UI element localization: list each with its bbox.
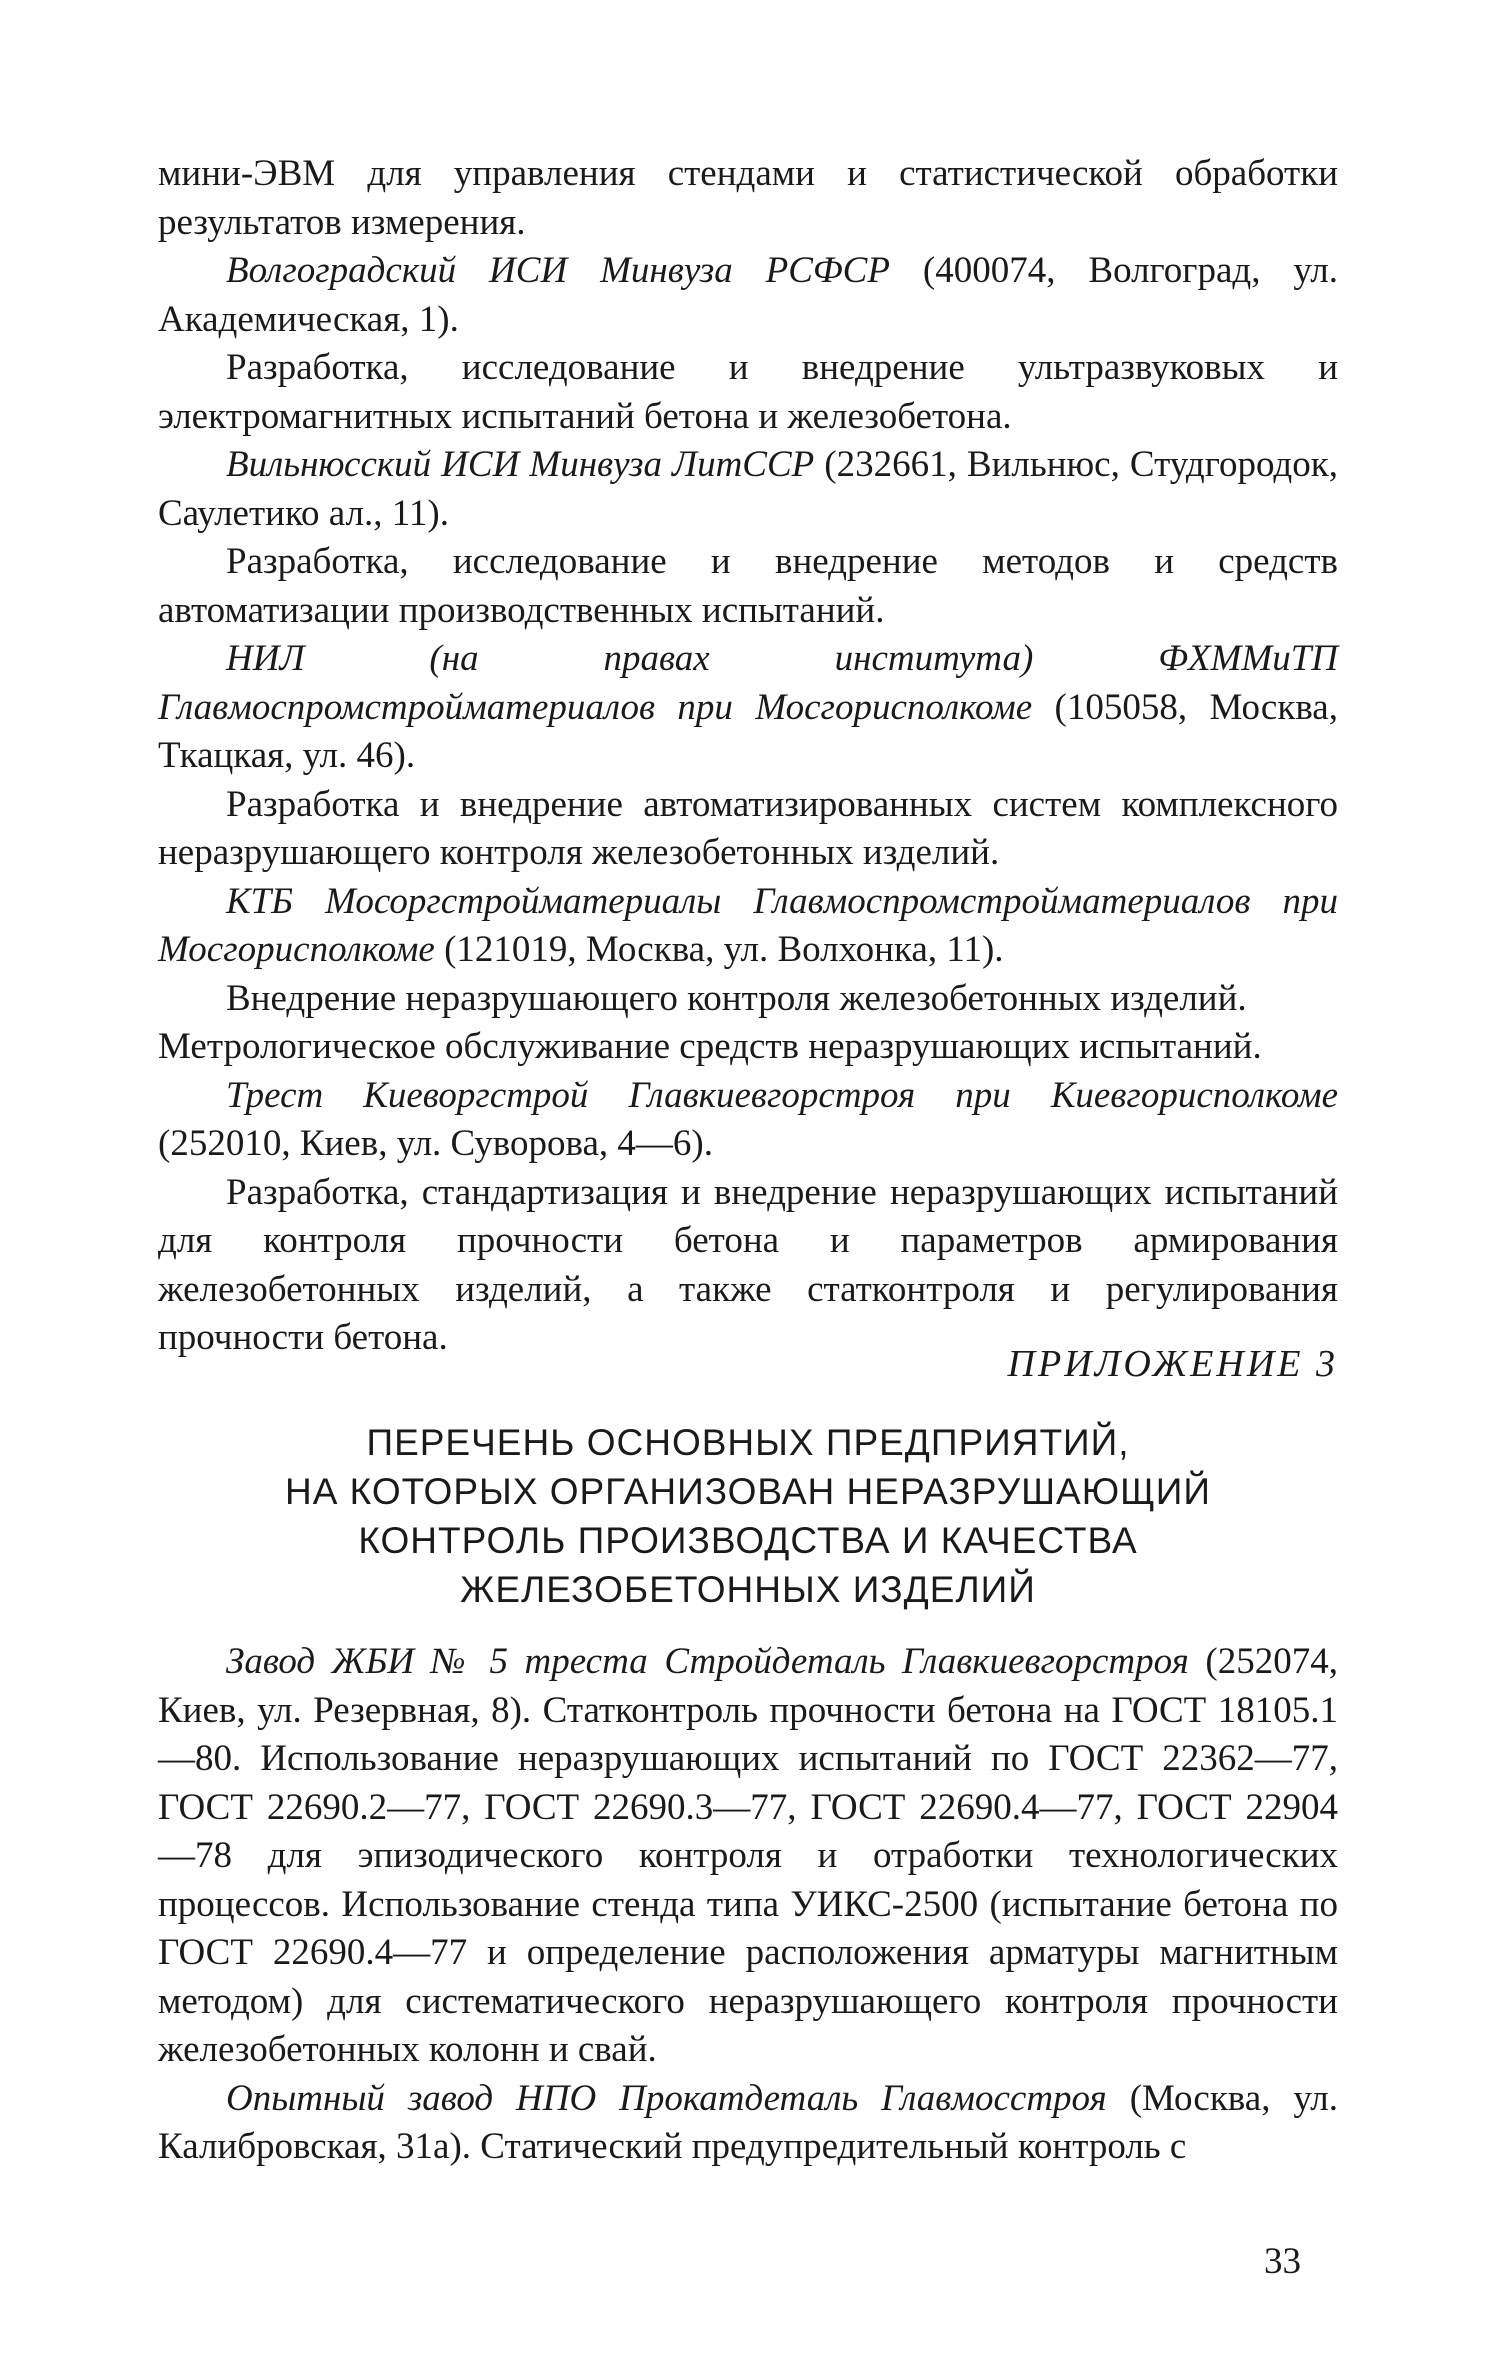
page-number: 33 — [1264, 2241, 1301, 2282]
org-entry-ktb — [158, 878, 1338, 975]
page-text-bottom — [158, 1638, 1338, 2172]
paragraph-continuation: мини-ЭВМ для управления стендами и статистической обработки результатов измерения. — [158, 153, 1338, 243]
org-address: (105058, Москва, Ткацкая, ул. 46). — [158, 686, 1338, 776]
plant-text: (Москва, ул. Калибровская, 31а). Статический предупредительный контроль с — [158, 2077, 1338, 2167]
org-description: Внедрение неразрушающего контроля железобетонных изделий. — [226, 977, 1247, 1019]
org-address: (400074, Волгоград, ул. Академическая, 1). — [158, 250, 1338, 340]
org-address: (121019, Москва, ул. Волхонка, 11). — [434, 929, 1004, 970]
org-entry-volgograd — [158, 247, 1338, 344]
org-name: Вильнюсский ИСИ Минвуза ЛитССР — [226, 444, 815, 485]
title-line: НА КОТОРЫХ ОРГАНИЗОВАН НЕРАЗРУШАЮЩИЙ — [285, 1471, 1211, 1512]
org-name: КТБ Мосоргстройматериалы Главмоспромстройматериалов при Мосгорисполкоме — [158, 880, 1338, 970]
plant-name: Опытный завод НПО Прокатдеталь Главмосстроя — [226, 2077, 1107, 2119]
title-line: ЖЕЛЕЗОБЕТОННЫХ ИЗДЕЛИЙ — [460, 1569, 1036, 1610]
org-address: (252010, Киев, ул. Суворова, 4—6). — [158, 1123, 713, 1164]
org-description: Разработка и внедрение автоматизированных систем комплексного неразрушающего контроля железобетонных изделий. — [158, 783, 1338, 873]
plant-entry-zhbi5 — [158, 1638, 1338, 2075]
plant-text: (252074, Киев, ул. Резервная, 8). Статконтроль прочности бетона на ГОСТ 18105.1—80. Использование неразрушающих испытаний по ГОСТ 22362—77, ГОСТ 22690.2—77, ГОСТ 22690.3—77, ГОСТ 22690.4—77, ГОСТ 22904—78 для эпизодического контроля и отработки технологических процессов. Использование стенда типа УИКС-2500 (испытание бетона по ГОСТ 22690.4—77 и определение расположения арматуры магнитным методом) для систематического неразрушающего контроля прочности железобетонных колонн и свай. — [158, 1641, 1338, 2070]
org-description: Разработка, исследование и внедрение ультразвуковых и электромагнитных испытаний бетона и железобетона. — [158, 347, 1338, 437]
org-entry-nil — [158, 635, 1338, 781]
org-name: НИЛ (на правах института) ФХММиТП Главмоспромстройматериалов при Мосгорисполкоме — [158, 638, 1338, 728]
org-name: Трест Киеворгстрой Главкиевгорстроя при Киевгорисполкоме — [226, 1074, 1338, 1116]
appendix-title — [158, 1418, 1338, 1614]
appendix-label: ПРИЛОЖЕНИЕ 3 — [1007, 1343, 1338, 1385]
plant-entry-prokatdetal — [158, 2075, 1338, 2172]
title-line: КОНТРОЛЬ ПРОИЗВОДСТВА И КАЧЕСТВА — [358, 1520, 1138, 1561]
org-description: Разработка, стандартизация и внедрение неразрушающих испытаний для контроля прочности бетона и параметров армирования железобетонных изделий, а также статконтроля и регулирования прочности бетона. — [158, 1171, 1338, 1358]
org-name: Волгоградский ИСИ Минвуза РСФСР — [226, 250, 890, 291]
org-description: Разработка, исследование и внедрение методов и средств автоматизации производственных испытаний. — [158, 541, 1338, 631]
org-entry-kievorgstroy — [158, 1072, 1338, 1169]
title-line: ПЕРЕЧЕНЬ ОСНОВНЫХ ПРЕДПРИЯТИЙ, — [366, 1422, 1130, 1463]
plant-name: Завод ЖБИ № 5 треста Стройдеталь Главкиевгорстроя — [226, 1641, 1189, 1682]
org-description: Метрологическое обслуживание средств неразрушающих испытаний. — [158, 1026, 1262, 1067]
page-text-top — [158, 150, 1338, 1363]
org-entry-vilnius — [158, 441, 1338, 538]
org-address: (232661, Вильнюс, Студгородок, Саулетико ал., 11). — [158, 444, 1338, 534]
